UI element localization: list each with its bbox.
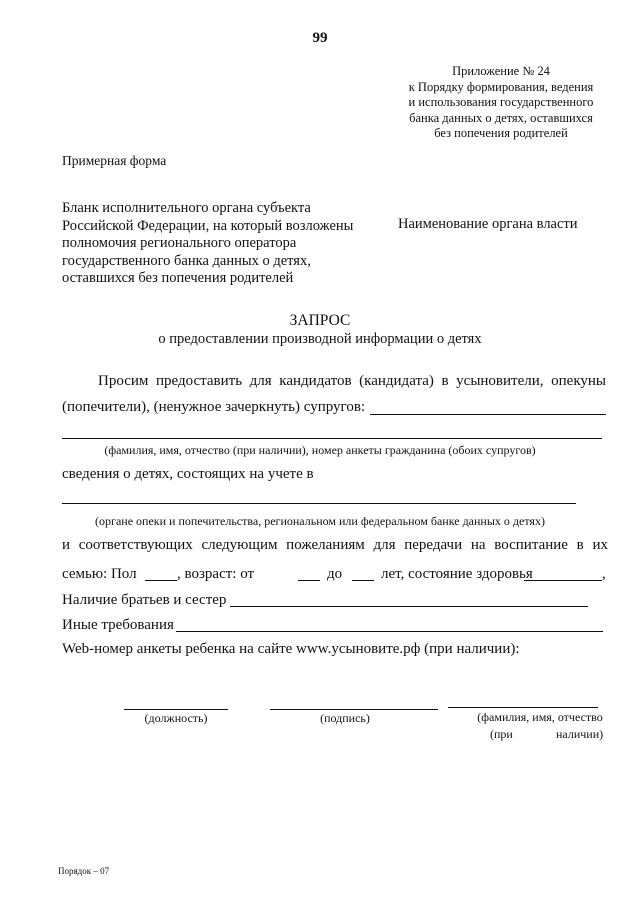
letterhead-line: Российской Федерации, на который возложены xyxy=(62,217,354,234)
registry-field[interactable] xyxy=(62,503,576,504)
age-to-field[interactable] xyxy=(352,580,374,581)
age-to-label: до xyxy=(327,566,343,582)
full-name-caption-2a: (при xyxy=(490,727,513,741)
full-name-caption-1: (фамилия, имя, отчество xyxy=(477,710,603,724)
letterhead-line: Бланк исполнительного органа субъекта xyxy=(62,200,311,216)
appendix-line: и использования государственного xyxy=(408,95,594,109)
trailing-comma: , xyxy=(602,566,606,582)
spouses-field[interactable] xyxy=(370,414,606,415)
sample-form-label: Примерная форма xyxy=(62,153,167,168)
page-number: 99 xyxy=(312,30,328,46)
health-label: лет, состояние здоровья xyxy=(381,566,533,582)
full-name-caption-2b: наличии) xyxy=(556,727,604,741)
sex-label: семью: Пол xyxy=(62,566,137,582)
health-field[interactable] xyxy=(524,580,602,581)
authority-name: Наименование органа власти xyxy=(398,216,578,232)
body-line-3: сведения о детях, состоящих на учете в xyxy=(62,466,314,482)
letterhead-line: полномочия регионального оператора xyxy=(62,235,297,251)
position-field[interactable] xyxy=(124,709,228,710)
applicant-details-field[interactable] xyxy=(62,438,602,439)
body-line-2: (попечители), (ненужное зачеркнуть) супругов: xyxy=(62,399,366,415)
other-requirements-label: Иные требования xyxy=(62,617,174,633)
siblings-label: Наличие братьев и сестер xyxy=(62,592,227,608)
footer-code: Порядок – 07 xyxy=(58,866,110,876)
body-line-1: Просим предоставить для кандидатов (кандидата) в усыновители, опекуны xyxy=(98,373,606,389)
signature-caption: (подпись) xyxy=(320,711,370,725)
letterhead-block xyxy=(62,200,353,288)
age-from-field[interactable] xyxy=(298,580,320,581)
position-caption: (должность) xyxy=(144,711,208,725)
signature-field[interactable] xyxy=(270,709,438,710)
siblings-field[interactable] xyxy=(230,606,588,607)
sex-field[interactable] xyxy=(145,580,177,581)
other-requirements-field[interactable] xyxy=(176,631,603,632)
age-from-label: , возраст: от xyxy=(177,566,255,582)
appendix-line: банка данных о детях, оставшихся xyxy=(409,110,593,125)
body-line-4: и соответствующих следующим пожеланиям для передачи на воспитание в их xyxy=(62,537,608,553)
applicant-details-caption: (фамилия, имя, отчество (при наличии), номер анкеты гражданина (обоих супругов) xyxy=(104,443,536,457)
web-number-label: Web-номер анкеты ребенка на сайте www.усыновите.рф (при наличии): xyxy=(62,641,520,657)
registry-caption: (органе опеки и попечительства, региональном или федеральном банке данных о детях) xyxy=(95,514,545,528)
letterhead-line: государственного банка данных о детях, xyxy=(62,252,311,269)
appendix-header xyxy=(396,64,606,142)
full-name-field[interactable] xyxy=(448,707,598,708)
request-subtitle: о предоставлении производной информации о детях xyxy=(158,331,482,347)
appendix-line: без попечения родителей xyxy=(434,126,568,140)
letterhead-line: оставшихся без попечения родителей xyxy=(62,270,294,286)
appendix-line: к Порядку формирования, ведения xyxy=(408,79,594,94)
request-title: ЗАПРОС xyxy=(289,312,351,329)
appendix-line: Приложение № 24 xyxy=(452,64,550,78)
